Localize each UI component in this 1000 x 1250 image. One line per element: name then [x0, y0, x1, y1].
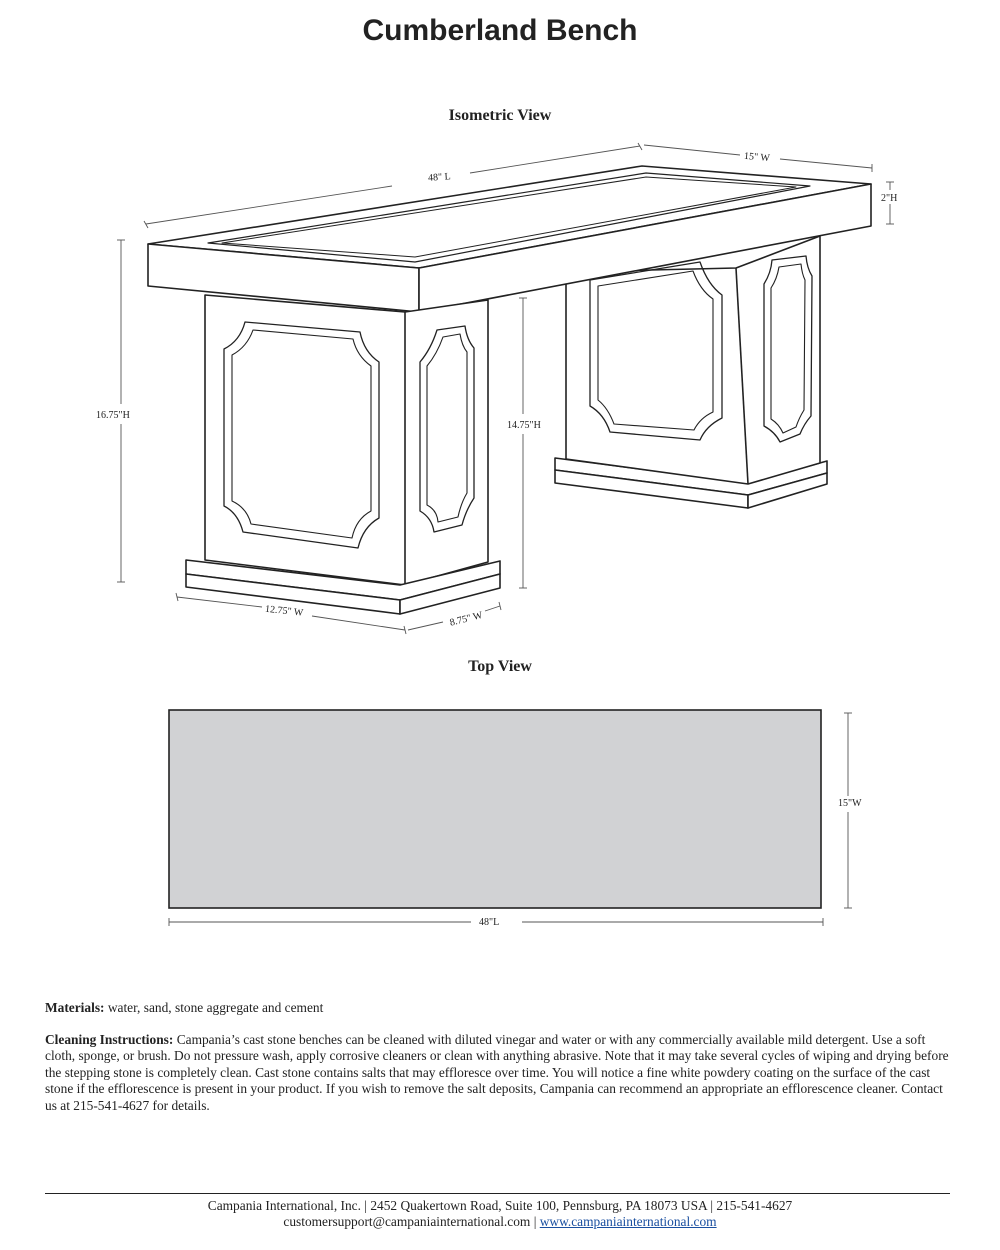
- materials-text: water, sand, stone aggregate and cement: [104, 1000, 324, 1015]
- top-view-rectangle: [169, 710, 821, 908]
- footer-website-link[interactable]: www.campaniainternational.com: [539, 1214, 717, 1229]
- dim-top-height-label: 2"H: [881, 193, 898, 204]
- page-title: Cumberland Bench: [362, 14, 638, 47]
- dim-base-width-label: 12.75" W: [264, 603, 304, 619]
- cleaning-text: Campania’s cast stone benches can be cleaned with diluted vinegar and water or with any commercially available mild detergent. Use a soft cloth, sponge, or brush. Do not pressure wash, apply corrosive cleaners or clean with anything abrasive. Note that it may take several cycles of wiping and drying before the stepping stone is completely clean. Cast stone contains salts that may effloresce over time. You will notice a fine white powdery coating on the surface of the cast stone if the efflorescence is present in your product. If you wish to remove the salt deposits, Campania can recommend an appropriate an efflorescence cleaner. Contact us at 215-541-4627 for details.: [45, 1032, 949, 1113]
- footer-contact: [0, 1214, 1000, 1230]
- top-width-label: 15"W: [838, 798, 862, 809]
- top-view-dimension-lines: [169, 713, 852, 926]
- dim-depth-label: 15" W: [743, 150, 771, 165]
- top-view-heading: Top View: [468, 658, 532, 675]
- dim-length-label: 48" L: [427, 171, 452, 184]
- front-pedestal: [186, 295, 500, 614]
- materials-paragraph: [45, 1000, 950, 1016]
- footer-email[interactable]: customersupport@campaniainternational.com: [283, 1214, 531, 1229]
- dim-total-height-label: 16.75"H: [96, 410, 130, 421]
- footer-separator: |: [530, 1214, 540, 1229]
- isometric-view-heading: Isometric View: [448, 107, 552, 124]
- cleaning-label: Cleaning Instructions:: [45, 1032, 174, 1047]
- top-length-label: 48"L: [479, 917, 500, 928]
- cleaning-paragraph: [45, 1032, 950, 1114]
- footer-divider: [45, 1193, 950, 1194]
- dim-base-depth-label: 8.75" W: [448, 609, 484, 629]
- dim-pedestal-height-label: 14.75"H: [507, 420, 541, 431]
- footer-address: Campania International, Inc. | 2452 Quakertown Road, Suite 100, Pennsburg, PA 18073 USA | 215-541-4627: [207, 1198, 793, 1213]
- materials-label: Materials:: [45, 1000, 105, 1015]
